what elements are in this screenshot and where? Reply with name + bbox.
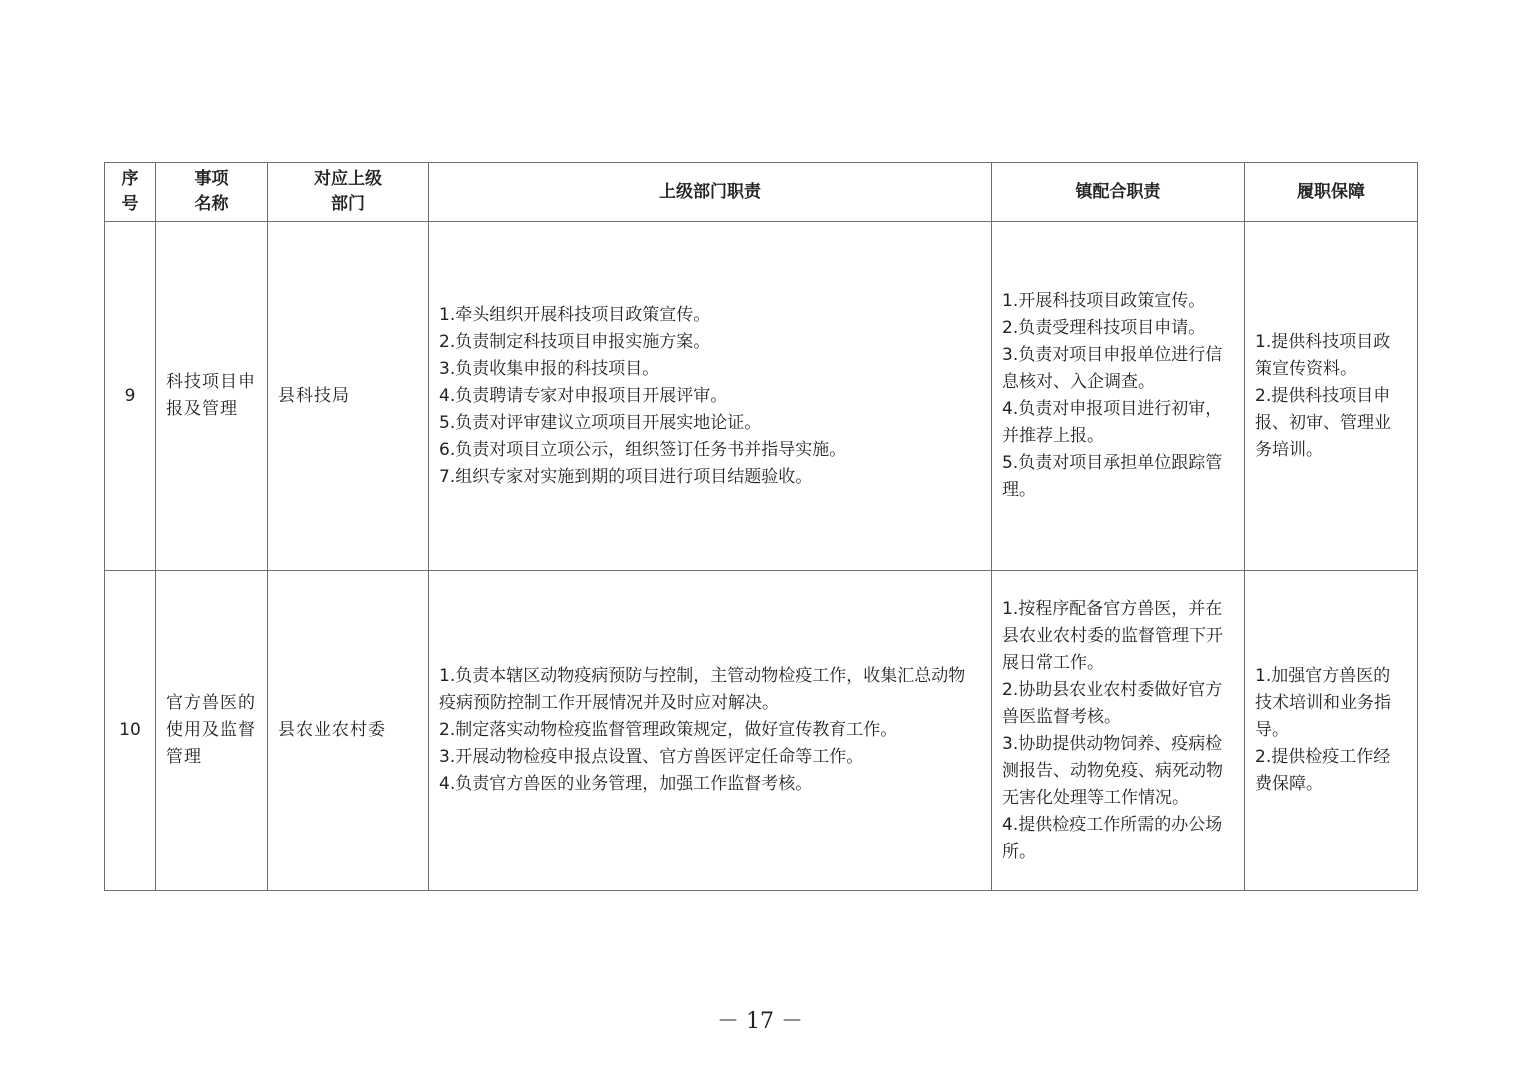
duty-line: 2.制定落实动物检疫监督管理政策规定，做好宣传教育工作。 — [439, 720, 898, 740]
header-superior-duties: 上级部门职责 — [429, 163, 992, 222]
duty-line: 1.按程序配备官方兽医，并在县农业农村委的监督管理下开展日常工作。 — [1002, 598, 1223, 673]
superior-dept: 县农业农村委 — [268, 571, 429, 891]
row-number: 10 — [105, 571, 156, 891]
table-header-row — [105, 163, 1418, 222]
header-item-name: 事项 名称 — [156, 163, 268, 222]
header-num: 序 号 — [105, 163, 156, 222]
header-guarantee: 履职保障 — [1245, 163, 1418, 222]
duty-line: 2.协助县农业农村委做好官方兽医监督考核。 — [1002, 679, 1223, 727]
duty-table — [104, 162, 1418, 891]
duty-line: 3.负责对项目申报单位进行信息核对、入企调查。 — [1002, 345, 1223, 392]
header-town-duties: 镇配合职责 — [992, 163, 1245, 222]
duty-line: 4.负责聘请专家对申报项目开展评审。 — [439, 385, 728, 406]
page-number: － 17 － — [717, 1009, 803, 1034]
superior-duties — [429, 571, 992, 891]
duty-line: 1.负责本辖区动物疫病预防与控制，主管动物检疫工作，收集汇总动物疫病预防控制工作开展情况并及时应对解决。 — [439, 666, 966, 713]
duty-line: 1.加强官方兽医的技术培训和业务指导。 — [1255, 666, 1391, 740]
duty-line: 3.开展动物检疫申报点设置、官方兽医评定任命等工作。 — [439, 747, 864, 767]
row-number: 9 — [105, 222, 156, 571]
town-duties — [992, 222, 1245, 571]
duty-line: 4.提供检疫工作所需的办公场所。 — [1002, 814, 1223, 862]
duty-line: 1.牵头组织开展科技项目政策宣传。 — [439, 304, 711, 325]
duty-line: 2.负责制定科技项目申报实施方案。 — [439, 331, 711, 352]
item-name: 科技项目申报及管理 — [156, 222, 268, 571]
duty-line: 3.负责收集申报的科技项目。 — [439, 358, 660, 379]
duty-line: 4.负责对申报项目进行初审，并推荐上报。 — [1002, 399, 1223, 446]
duty-line: 1.提供科技项目政策宣传资料。 — [1255, 331, 1391, 379]
duty-line: 1.开展科技项目政策宣传。 — [1002, 291, 1206, 311]
duty-line: 2.提供科技项目申报、初审、管理业务培训。 — [1255, 385, 1391, 460]
superior-dept: 县科技局 — [268, 222, 429, 571]
duty-line: 3.协助提供动物饲养、疫病检测报告、动物免疫、病死动物无害化处理等工作情况。 — [1002, 733, 1223, 808]
header-superior-dept: 对应上级 部门 — [268, 163, 429, 222]
town-duties — [992, 571, 1245, 891]
table-row — [105, 222, 1418, 571]
superior-duties — [429, 222, 992, 571]
duty-line: 2.提供检疫工作经费保障。 — [1255, 747, 1391, 794]
duty-line: 5.负责对评审建议立项项目开展实地论证。 — [439, 412, 762, 433]
duty-line: 4.负责官方兽医的业务管理，加强工作监督考核。 — [439, 774, 813, 794]
duty-line: 7.组织专家对实施到期的项目进行项目结题验收。 — [439, 466, 813, 487]
guarantee — [1245, 222, 1418, 571]
duty-line: 6.负责对项目立项公示，组织签订任务书并指导实施。 — [439, 439, 847, 460]
guarantee — [1245, 571, 1418, 891]
item-name: 官方兽医的使用及监督管理 — [156, 571, 268, 891]
duty-line: 2.负责受理科技项目申请。 — [1002, 318, 1206, 338]
duty-line: 5.负责对项目承担单位跟踪管理。 — [1002, 453, 1223, 500]
table-row — [105, 571, 1418, 891]
